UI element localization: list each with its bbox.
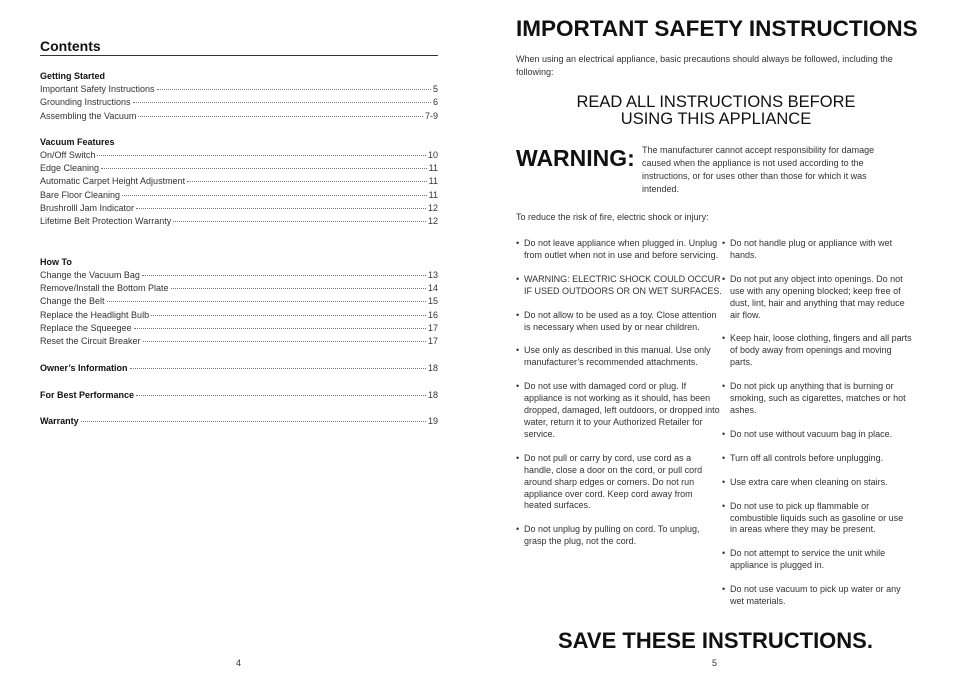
toc-leader [143,341,426,342]
bullet-text: Turn off all controls before unplugging. [730,452,884,463]
bullet-column-right [722,238,912,620]
toc-entry-page: 10 [427,149,438,160]
toc-leader [157,89,431,90]
toc-heading: Getting Started [40,71,106,81]
toc-entry-label: Important Safety Instructions [40,84,155,94]
toc-entry-page: 11 [428,176,438,187]
toc-entry-page: 13 [427,269,438,280]
bullet-marker: • [516,452,520,463]
toc-entry-label: Reset the Circuit Breaker [40,336,141,347]
toc-entry-best-performance[interactable] [40,389,438,402]
toc-entry-label: Brushrolll Jam Indicator [40,203,135,214]
toc-leader [107,301,426,302]
toc-entry-label: Automatic Carpet Height Adjustment [40,176,186,187]
toc-entry-label: Remove/Install the Bottom Plate [40,282,169,293]
bullet-text: Do not unplug by pulling on cord. To unplug, grasp the plug, not the cord. [524,524,700,547]
bullet-item [516,381,722,441]
toc-entry[interactable] [40,149,438,162]
toc-entry-page: 12 [427,216,438,227]
toc-entry[interactable] [40,295,438,308]
save-instructions-heading: SAVE THESE INSTRUCTIONS. [558,628,873,653]
intro-paragraph: When using an electrical appliance, basic precautions should always be followed, including the following: [516,54,893,77]
toc-entry[interactable] [40,335,438,348]
toc-entry[interactable] [40,189,438,202]
toc-entry-page: 11 [428,189,438,200]
toc-entry-page: 14 [427,282,438,293]
warning-block [516,144,916,196]
bullet-item [722,501,912,537]
contents-page [40,38,438,428]
toc-leader [136,395,426,396]
bullet-item [516,453,722,513]
toc-leader [173,221,426,222]
toc-entry-page: 17 [427,336,438,347]
bullet-text: Do not use vacuum to pick up water or any wet materials. [730,584,901,607]
bullet-marker: • [722,381,726,392]
toc-entry[interactable] [40,309,438,322]
read-all-line-2: USING THIS APPLIANCE [620,110,812,128]
bullet-item [516,274,722,298]
toc-leader [151,315,426,316]
toc-entry-label: Owner’s Information [40,363,128,374]
bullet-marker: • [516,524,520,535]
bullet-text: WARNING: ELECTRIC SHOCK COULD OCCUR IF USED OUTDOORS OR ON WET SURFACES. [524,273,722,296]
toc-entry[interactable] [40,110,438,123]
toc-entry-page: 12 [427,203,438,214]
bullet-marker: • [722,500,726,511]
toc-leader [187,181,427,182]
toc-section-vacuum-features [40,136,438,229]
bullet-marker: • [722,333,726,344]
bullet-text: Do not pull or carry by cord, use cord as a handle, close a door on the cord, or pull cord around sharp edges or corners. Do not run appliance over cord. Keep cord away from heated surfaces. [524,452,703,511]
toc-section-getting-started [40,70,438,123]
page-number-right: 5 [712,658,718,668]
toc-leader [136,208,426,209]
toc-leader [101,168,427,169]
toc-leader [130,368,426,369]
bullet-text: Do not use to pick up flammable or combustible liquids such as gasoline or use in areas where they may be present. [730,500,904,535]
toc-entry-page: 17 [427,322,438,333]
toc-entry-page: 11 [428,163,438,174]
read-all-heading [516,94,916,128]
bullet-text: Do not use without vacuum bag in place. [730,428,893,439]
toc-entry[interactable] [40,83,438,96]
toc-entry[interactable] [40,269,438,282]
bullet-item [516,345,722,369]
bullet-text: Do not pick up anything that is burning or smoking, such as cigarettes, matches or hot ashes. [730,381,906,415]
toc-entry-page: 16 [427,309,438,320]
contents-title: Contents [40,38,438,56]
bullet-marker: • [722,584,726,595]
toc-entry[interactable] [40,282,438,295]
bullet-text: Do not handle plug or appliance with wet hands. [730,238,893,260]
bullet-item [722,333,912,369]
toc-entry-label: Bare Floor Cleaning [40,189,121,200]
safety-bullets [516,238,916,620]
bullet-text: Do not put any object into openings. Do not use with any opening blocked; keep free of dust, lint, hair and anything that may reduce air flow. [730,273,905,320]
toc-section-how-to [40,256,438,349]
toc-entry[interactable] [40,202,438,215]
toc-entry-label: Change the Vacuum Bag [40,269,140,280]
bullet-item [516,238,722,262]
page-number-left: 4 [236,658,242,668]
toc-entry[interactable] [40,96,438,109]
toc-leader [138,116,423,117]
bullet-marker: • [516,345,520,356]
bullet-item [722,274,912,322]
bullet-item [722,429,912,441]
toc-leader [97,155,426,156]
toc-entry-label: Edge Cleaning [40,163,100,174]
toc-entry-page: 6 [432,97,438,108]
toc-entry-label: Change the Belt [40,296,105,307]
toc-leader [142,275,426,276]
bullet-item [516,310,722,334]
warning-text: The manufacturer cannot accept responsibility for damage caused when the appliance is not used according to the instructions, or for uses other than those for which it was intended. [642,145,875,194]
toc-entry[interactable] [40,215,438,228]
toc-entry-label: Lifetime Belt Protection Warranty [40,216,172,227]
bullet-marker: • [722,452,726,463]
bullet-marker: • [722,428,726,439]
toc-leader [81,421,426,422]
bullet-text: Use extra care when cleaning on stairs. [730,476,888,487]
toc-heading: Vacuum Features [40,136,115,147]
bullet-text: Do not attempt to service the unit while appliance is plugged in. [730,548,886,571]
bullet-marker: • [516,381,520,392]
bullet-text: Do not allow to be used as a toy. Close attention is necessary when used by or near children. [524,309,717,332]
toc-entry-page: 15 [427,296,438,307]
toc-entry-label: On/Off Switch [40,149,96,160]
bullet-marker: • [516,273,520,284]
bullet-marker: • [722,548,726,559]
bullet-marker: • [516,309,520,320]
toc-entry-label: Assembling the Vacuum [40,110,137,121]
toc-leader [134,328,426,329]
bullet-text: Use only as described in this manual. Use only manufacturer’s recommended attachments. [524,345,711,368]
toc-entry-page: 18 [427,389,438,400]
toc-entry-label: Warranty [40,416,79,427]
toc-leader [122,195,427,196]
toc-entry-label: Grounding Instructions [40,97,131,108]
bullet-column-left [516,238,722,620]
bullet-marker: • [722,476,726,487]
toc-entry-owners-information[interactable] [40,362,438,375]
safety-page [516,16,916,620]
toc-entry[interactable] [40,322,438,335]
bullet-item [722,381,912,417]
bullet-text: Do not use with damaged cord or plug. If appliance is not working as it should, has been dropped, damaged, left outdoors, or dropped into water, return it to your Authorized Retailer for service. [524,381,720,439]
read-all-line-1: READ ALL INSTRUCTIONS BEFORE [576,93,856,111]
toc-entry[interactable] [40,175,438,188]
toc-entry-label: Replace the Squeegee [40,322,132,333]
toc-entry-label: Replace the Headlight Bulb [40,309,150,320]
toc-entry-label: For Best Performance [40,389,135,400]
toc-entry-page: 19 [427,416,438,427]
toc-leader [133,102,431,103]
toc-entry-warranty[interactable] [40,415,438,428]
bullet-item [722,584,912,608]
bullet-marker: • [722,238,726,248]
bullet-text: Do not leave appliance when plugged in. Unplug from outlet when not in use and before servicing. [524,238,719,260]
warning-heading: WARNING: [516,145,635,171]
bullet-item [722,238,912,262]
toc-heading: How To [40,256,72,267]
toc-entry[interactable] [40,162,438,175]
reduce-risk-text: To reduce the risk of fire, electric shock or injury: [516,212,709,222]
bullet-marker: • [722,273,726,284]
toc-entry-page: 7-9 [424,110,438,121]
toc-leader [171,288,426,289]
bullet-item [516,524,722,548]
bullet-text: Keep hair, loose clothing, fingers and all parts of body away from openings and moving parts. [730,333,912,368]
bullet-item [722,477,912,489]
toc-entry-page: 18 [427,363,438,374]
bullet-marker: • [516,238,520,248]
page-title: IMPORTANT SAFETY INSTRUCTIONS [516,16,918,41]
toc-entry-page: 5 [432,84,438,94]
bullet-item [722,548,912,572]
bullet-item [722,453,912,465]
